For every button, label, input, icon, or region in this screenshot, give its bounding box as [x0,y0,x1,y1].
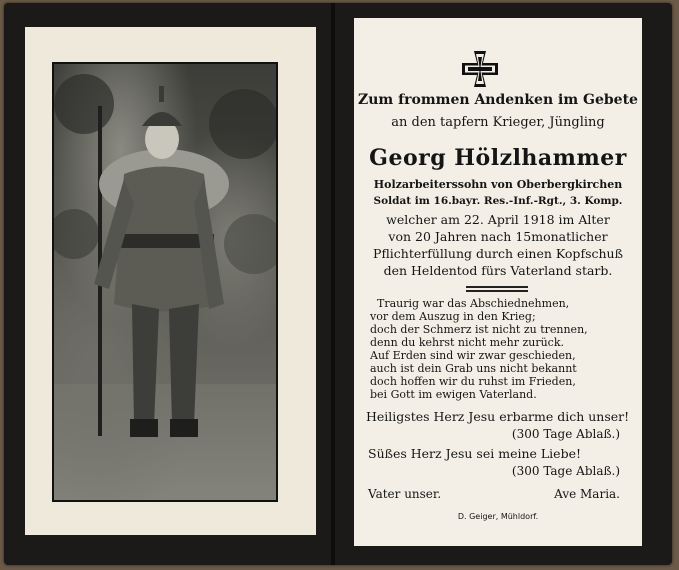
death-line: den Heldentod fürs Vaterland starb. [383,263,613,278]
military-unit: Soldat im 16.bayr. Res.-Inf.-Rgt., 3. Komp. [373,195,623,207]
poem-line: vor dem Auszug in den Krieg; [370,310,536,323]
soldier-photograph [52,62,278,502]
poem-line: bei Gott im ewigen Vaterland. [370,388,537,401]
death-line: welcher am 22. April 1918 im Alter [386,212,610,227]
divider [466,290,528,292]
prayer-sacred-heart: Heiligstes Herz Jesu erbarme dich unser! [366,409,630,424]
death-line: von 20 Jahren nach 15monatlicher [388,229,608,244]
iron-cross-icon [460,49,500,89]
poem-line: auch ist dein Grab uns nicht bekannt [370,362,577,375]
poem-line: Traurig war das Abschiednehmen, [377,297,570,310]
soldier-figure [54,64,276,500]
poem-line: denn du kehrst nicht mehr zurück. [370,336,565,349]
closing-pater-noster: Vater unser. [368,487,442,501]
dedication: an den tapfern Krieger, Jüngling [391,115,605,130]
card-fold [331,3,335,565]
indulgence-note: (300 Tage Ablaß.) [511,427,620,441]
prayer-sweet-heart: Süßes Herz Jesu sei meine Liebe! [368,446,582,461]
poem-line: doch hoffen wir du ruhst im Frieden, [370,375,576,388]
heading: Zum frommen Andenken im Gebete [358,92,638,108]
death-line: Pflichterfüllung durch einen Kopfschuß [373,246,623,261]
closing-ave-maria: Ave Maria. [554,487,620,501]
poem-line: doch der Schmerz ist nicht zu trennen, [370,323,588,336]
indulgence-note: (300 Tage Ablaß.) [511,464,620,478]
origin: Holzarbeiterssohn von Oberbergkirchen [373,178,623,191]
poem-line: Auf Erden sind wir zwar geschieden, [370,349,576,362]
printer-credit: D. Geiger, Mühldorf. [457,512,539,521]
deceased-name: Georg Hölzlhammer [369,145,627,171]
divider [466,286,528,288]
